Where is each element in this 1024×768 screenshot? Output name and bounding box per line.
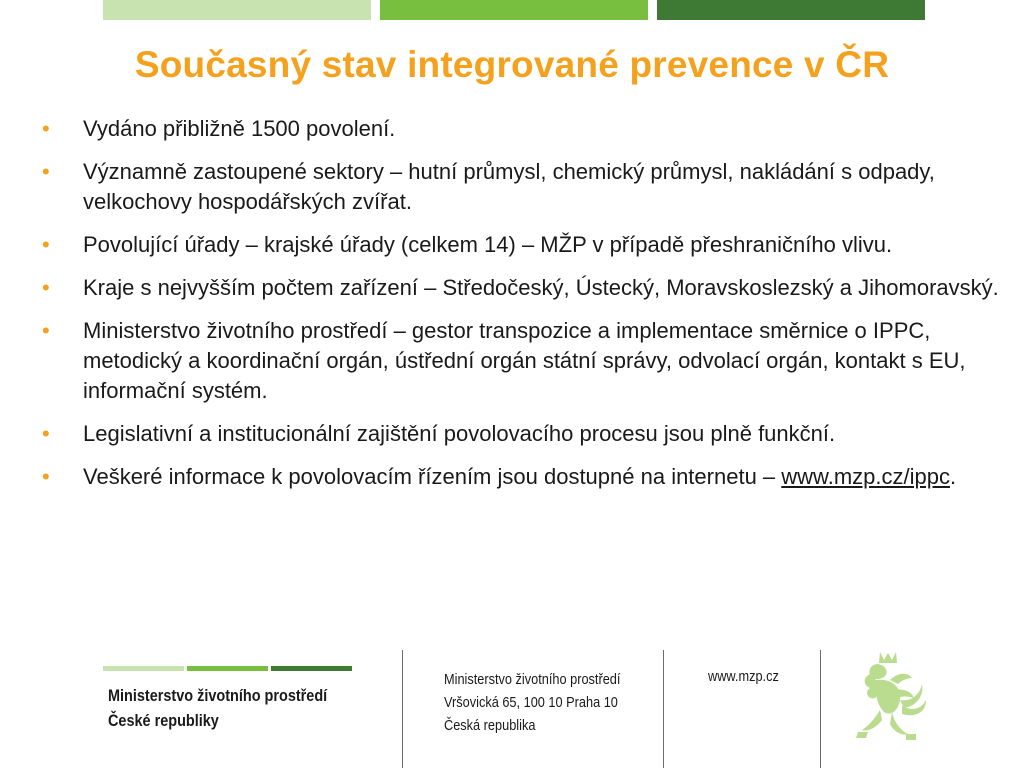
bullet-item <box>42 230 1002 260</box>
bullet-text: Vydáno přibližně 1500 povolení. <box>83 116 396 141</box>
org-line-1: Ministerstvo životního prostředí <box>108 686 328 705</box>
top-bar-dark-green <box>657 0 925 20</box>
bullet-icon: • <box>42 421 50 446</box>
bullet-item <box>42 316 1002 406</box>
bullet-item <box>42 462 1002 492</box>
bullet-item <box>42 273 1002 303</box>
footer-bar-dark-green <box>271 666 352 671</box>
bullet-icon: • <box>42 159 50 184</box>
bullet-icon: • <box>42 116 50 141</box>
bullet-item <box>42 114 1002 144</box>
bullet-text: Kraje s nejvyšším počtem zařízení – Středočeský, Ústecký, Moravskoslezský a Jihomoravský. <box>83 275 999 300</box>
footer-org-name <box>108 683 327 733</box>
lion-emblem-icon <box>850 650 930 745</box>
address-line-1: Ministerstvo životního prostředí <box>444 671 621 688</box>
footer-address <box>444 668 620 737</box>
footer-divider <box>820 650 821 768</box>
bullet-icon: • <box>42 232 50 257</box>
footer-divider <box>402 650 403 768</box>
bullet-icon: • <box>42 275 50 300</box>
bullet-item <box>42 157 1002 217</box>
address-line-2: Vršovická 65, 100 10 Praha 10 <box>444 694 618 711</box>
footer-bar-light-green <box>103 666 184 671</box>
footer-website-link[interactable]: www.mzp.cz <box>708 668 779 685</box>
bullet-suffix: . <box>949 464 957 489</box>
top-bar-mid-green <box>380 0 648 20</box>
address-line-3: Česká republika <box>444 717 536 734</box>
bullet-text: Veškeré informace k povolovacím řízením jsou dostupné na internetu – <box>83 464 782 489</box>
footer-bar-mid-green <box>187 666 268 671</box>
bullet-icon: • <box>42 464 50 489</box>
org-line-2: České republiky <box>108 711 219 730</box>
top-bar-light-green <box>103 0 371 20</box>
slide-title: Současný stav integrované prevence v ČR <box>134 44 890 85</box>
ippc-link[interactable]: www.mzp.cz/ippc <box>781 464 950 489</box>
bullet-text: Významně zastoupené sektory – hutní průmysl, chemický průmysl, nakládání s odpady, velkochovy hospodářských zvířat. <box>83 159 935 214</box>
bullet-item <box>42 419 1002 449</box>
bullet-list <box>42 114 1002 505</box>
bullet-icon: • <box>42 318 50 343</box>
bullet-text: Ministerstvo životního prostředí – gestor transpozice a implementace směrnice o IPPC, metodický a koordinační orgán, ústřední orgán státní správy, odvolací orgán, kontakt s EU, informační systém. <box>83 318 966 403</box>
footer-divider <box>663 650 664 768</box>
bullet-text: Povolující úřady – krajské úřady (celkem 14) – MŽP v případě přeshraničního vlivu. <box>83 232 893 257</box>
bullet-text: Legislativní a institucionální zajištění povolovacího procesu jsou plně funkční. <box>83 421 836 446</box>
